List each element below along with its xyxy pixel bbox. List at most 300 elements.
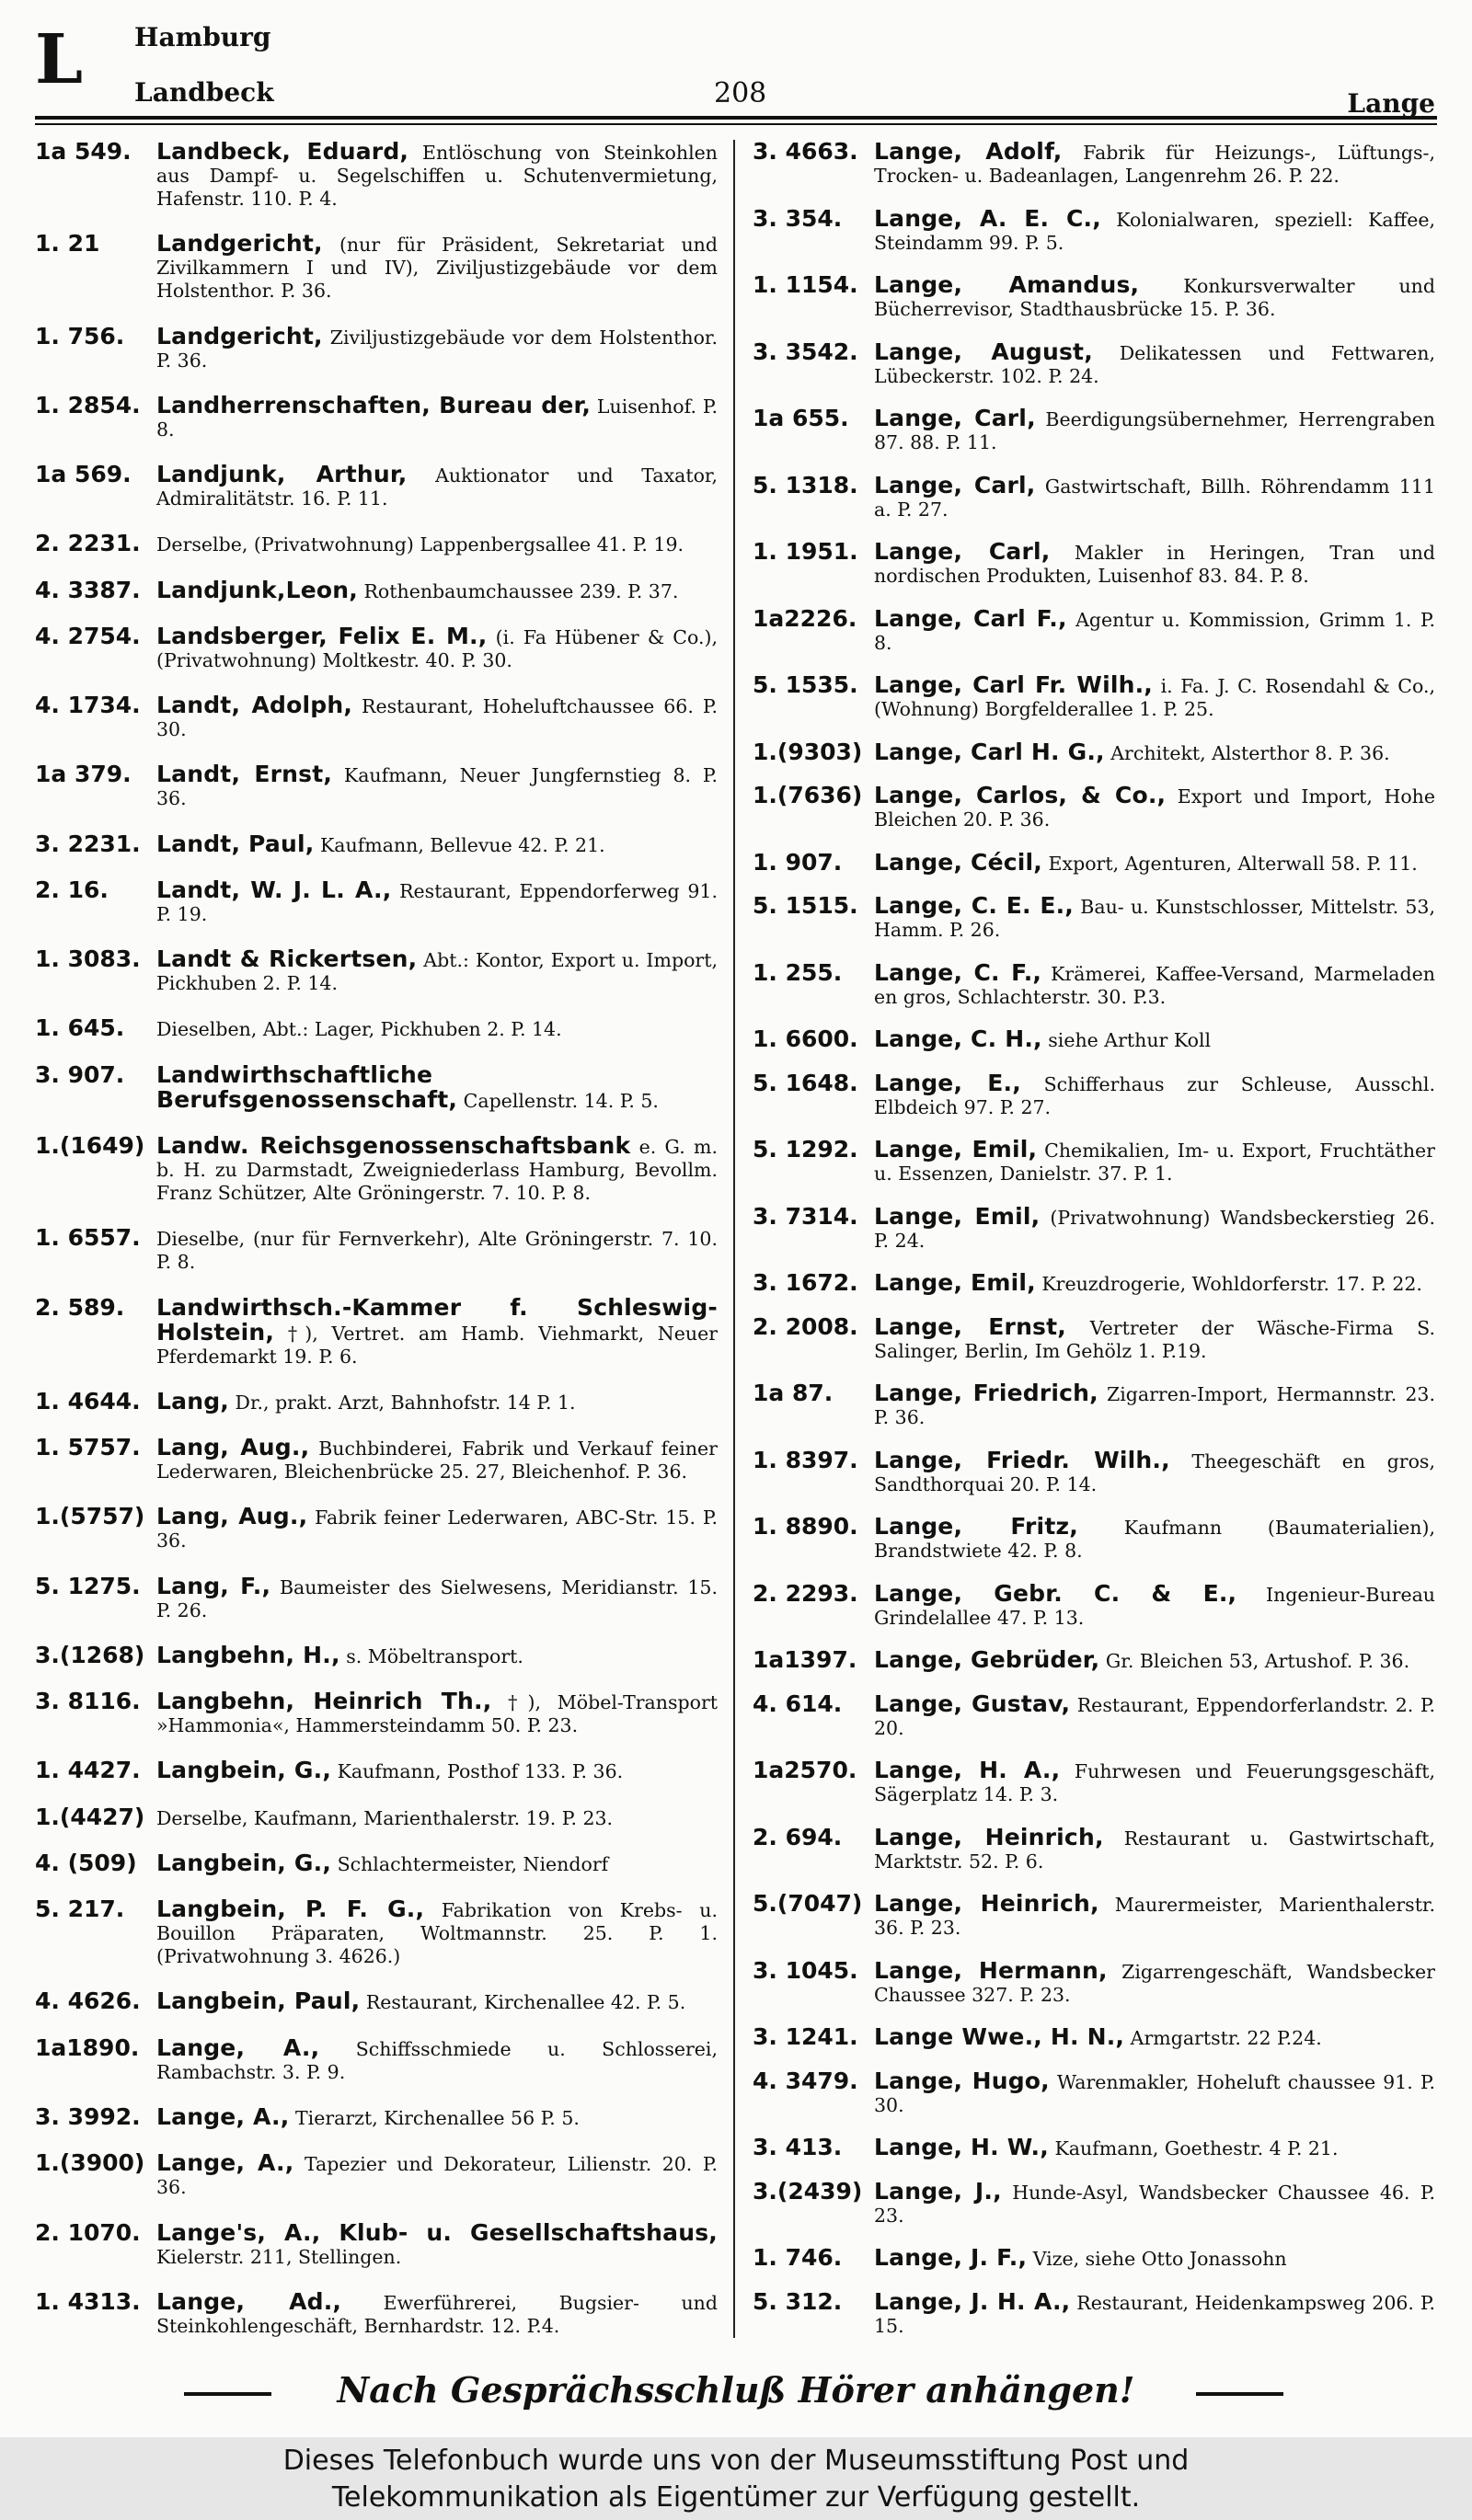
entry-body xyxy=(156,762,718,810)
entry-phone-number: 1. 8890. xyxy=(753,1513,858,1540)
entry-body xyxy=(156,1989,718,2014)
entry-phone-number: 2. 694. xyxy=(753,1823,843,1850)
entry-phone-number: 4. (509) xyxy=(35,1849,137,1876)
entry-body xyxy=(156,2102,718,2130)
entry-body xyxy=(156,1131,718,1205)
entry-phone-number: 1a 569. xyxy=(35,461,132,488)
entry-phone-number: 5. 217. xyxy=(35,1896,125,1923)
entry-body xyxy=(874,673,1435,721)
entry-body xyxy=(874,1579,1435,1630)
entry-details: Kaufmann, Neuer Jungfernstieg 8. P. 36. xyxy=(156,764,718,810)
entry-phone-number: 5. 1515. xyxy=(753,892,858,919)
entry-details: s. Möbeltransport. xyxy=(346,1644,523,1667)
archive-caption xyxy=(0,2437,1472,2520)
directory-entry xyxy=(753,1648,1435,1673)
directory-entry xyxy=(753,1692,1435,1740)
entry-body xyxy=(156,463,718,510)
directory-entry xyxy=(753,204,1435,255)
directory-entry xyxy=(35,1641,718,1668)
directory-entry xyxy=(753,471,1435,521)
directory-entry xyxy=(753,340,1435,388)
entry-body xyxy=(874,1446,1435,1496)
entry-details: (Privatwohnung) Wandsbeckerstieg 26. P. 24. xyxy=(874,1206,1435,1252)
entry-body xyxy=(874,471,1435,521)
entry-phone-number: 3. 1672. xyxy=(753,1269,858,1296)
entry-details: siehe Arthur Koll xyxy=(1048,1029,1212,1051)
directory-entry xyxy=(753,140,1435,188)
entry-name: Lange, Ad., xyxy=(156,2287,342,2315)
entry-body xyxy=(156,140,718,211)
entry-phone-number: 1. 8397. xyxy=(753,1446,858,1473)
directory-entry xyxy=(753,2136,1435,2160)
entry-name: Landt, Adolph, xyxy=(156,692,353,719)
directory-entry xyxy=(35,463,718,510)
entry-details: Theegeschäft en gros, Sandthorquai 20. P. 14. xyxy=(874,1449,1435,1495)
entry-details: e. G. m. b. H. zu Darmstadt, Zweigniederlass Hamburg, Bevollm. Franz Schützer, Alte Gröningerstr. 7. 10. P. 8. xyxy=(156,1135,718,1204)
directory-entry xyxy=(35,1897,718,1968)
directory-entry xyxy=(35,1989,718,2014)
directory-entry xyxy=(753,958,1435,1009)
entry-body xyxy=(874,1271,1435,1296)
directory-entry xyxy=(35,832,718,857)
entry-phone-number: 3. 2231. xyxy=(35,830,141,857)
entry-name: Lange, C. F., xyxy=(874,958,1042,986)
entry-details: Export und Import, Hohe Bleichen 20. P. 36. xyxy=(874,785,1435,830)
entry-phone-number: 1. 907. xyxy=(753,848,843,876)
entry-phone-number: 3. 1241. xyxy=(753,2023,858,2050)
entry-body xyxy=(874,140,1435,188)
entry-name: Landwirthschaftliche Berufsgenossenschaft, xyxy=(156,1060,458,1113)
entry-name: Lange, Carl, xyxy=(874,405,1036,431)
directory-entry xyxy=(753,273,1435,321)
entry-details: Restaurant u. Gastwirtschaft, Marktstr. 52. P. 6. xyxy=(874,1827,1435,1873)
entry-details: Schiffsschmiede u. Schlosserei, Rambachstr. 3. P. 9. xyxy=(156,2037,718,2083)
directory-entry xyxy=(35,1387,718,1415)
entry-details: Gr. Bleichen 53, Artushof. P. 36. xyxy=(1105,1650,1410,1672)
page-number: 208 xyxy=(714,77,767,109)
directory-entry xyxy=(753,740,1435,765)
entry-phone-number: 1a1890. xyxy=(35,2033,140,2061)
entry-details: Hunde-Asyl, Wandsbecker Chaussee 46. P. 23. xyxy=(874,2181,1435,2227)
entry-body xyxy=(874,407,1435,454)
entry-name: Lange, J. H. A., xyxy=(874,2287,1071,2315)
entry-phone-number: 1a2570. xyxy=(753,1757,857,1783)
entry-name: Lange, Hermann, xyxy=(874,1956,1108,1984)
entry-details: Schifferhaus zur Schleuse, Ausschl. Elbdeich 97. P. 27. xyxy=(874,1072,1435,1118)
entry-body xyxy=(156,947,718,995)
directory-entry xyxy=(35,2287,718,2338)
range-start-heading: Landbeck xyxy=(134,77,274,108)
entry-body xyxy=(156,1387,718,1415)
entry-phone-number: 3. 413. xyxy=(753,2134,843,2160)
entry-body xyxy=(874,1956,1435,2007)
directory-entry xyxy=(35,2033,718,2084)
entry-phone-number: 3. 907. xyxy=(35,1060,125,1088)
entry-name: Landw. Reichsgenossenschaftsbank xyxy=(156,1131,631,1159)
entry-details: Kreuzdrogerie, Wohldorferstr. 17. P. 22. xyxy=(1041,1273,1422,1295)
directory-entry xyxy=(753,2246,1435,2271)
entry-details: Gastwirtschaft, Billh. Röhrendamm 111 a. P. 27. xyxy=(874,475,1435,521)
entry-body xyxy=(156,878,718,926)
entry-phone-number: 2. 2293. xyxy=(753,1579,858,1607)
directory-entry xyxy=(35,1060,718,1113)
entry-details: Export, Agenturen, Alterwall 58. P. 11. xyxy=(1048,852,1418,875)
entry-name: Lange, A., xyxy=(156,2102,290,2130)
entry-phone-number: 5. 1648. xyxy=(753,1069,858,1096)
entry-name: Lang, F., xyxy=(156,1572,271,1599)
directory-entry xyxy=(753,2177,1435,2228)
entry-name: Landjunk, Arthur, xyxy=(156,461,408,488)
entry-name: Lange, Carl Fr. Wilh., xyxy=(874,671,1153,698)
entry-name: Lange, Friedr. Wilh., xyxy=(874,1446,1170,1473)
entry-body xyxy=(874,1312,1435,1363)
directory-entry xyxy=(35,232,718,303)
entry-name: Lange, Emil, xyxy=(874,1269,1036,1296)
entry-details: Restaurant, Hoheluftchaussee 66. P. 30. xyxy=(156,695,718,741)
entry-name: Lange, Gebr. C. & E., xyxy=(874,1579,1237,1607)
entry-name: Landsberger, Felix E. M., xyxy=(156,622,488,649)
entry-details: †), Möbel-Transport »Hammonia«, Hammersteindamm 50. P. 23. xyxy=(156,1691,718,1737)
entry-details: Vertreter der Wäsche-Firma S. Salinger, Berlin, Im Gehölz 1. P.19. xyxy=(874,1316,1435,1362)
entry-name: Lange, H. A., xyxy=(874,1757,1061,1783)
directory-entry xyxy=(35,578,718,603)
entry-body xyxy=(874,784,1435,831)
entry-phone-number: 1a2226. xyxy=(753,604,857,632)
entry-name: Lange, Heinrich, xyxy=(874,1823,1104,1850)
entry-body xyxy=(874,1202,1435,1253)
entry-phone-number: 1. 2854. xyxy=(35,391,141,418)
entry-details: Architekt, Alsterthor 8. P. 36. xyxy=(1110,741,1390,764)
entry-body xyxy=(156,1805,718,1830)
entry-phone-number: 1. 6557. xyxy=(35,1224,141,1252)
entry-phone-number: 1. 645. xyxy=(35,1014,125,1042)
entry-body xyxy=(156,578,718,603)
entry-details: Rothenbaumchaussee 239. P. 37. xyxy=(363,579,679,602)
entry-name: Lange, Fritz, xyxy=(874,1513,1078,1540)
entry-phone-number: 3. 1045. xyxy=(753,1956,858,1984)
entry-name: Landgericht, xyxy=(156,230,323,258)
entry-phone-number: 4. 3479. xyxy=(753,2067,858,2094)
directory-entry xyxy=(35,878,718,926)
entry-details: Fabrik feiner Lederwaren, ABC-Str. 15. P. 36. xyxy=(156,1506,718,1552)
entry-body xyxy=(874,2177,1435,2228)
directory-entry xyxy=(753,784,1435,831)
entry-details: (i. Fa Hübener & Co.), (Privatwohnung) Moltkestr. 40. P. 30. xyxy=(156,625,718,671)
entry-phone-number: 4. 3387. xyxy=(35,576,141,603)
entry-details: Kaufmann, Bellevue 42. P. 21. xyxy=(319,833,605,856)
directory-entry xyxy=(753,673,1435,721)
directory-entry xyxy=(35,1131,718,1205)
directory-entry xyxy=(753,1758,1435,1806)
directory-entry xyxy=(35,1572,718,1622)
entry-phone-number: 1. 5757. xyxy=(35,1434,141,1461)
entry-details: Restaurant, Eppendorferweg 91. P. 19. xyxy=(156,879,718,925)
entry-body xyxy=(156,1690,718,1737)
entry-phone-number: 3. 4663. xyxy=(753,140,858,165)
entry-name: Lange, Amandus, xyxy=(874,271,1140,298)
entry-phone-number: 5. 1318. xyxy=(753,471,858,498)
entry-body xyxy=(156,2151,718,2199)
entry-body xyxy=(874,1648,1435,1673)
directory-entry xyxy=(753,2025,1435,2050)
entry-name: Lange, C. E. E., xyxy=(874,892,1074,919)
entry-name: Lange, E., xyxy=(874,1069,1021,1096)
entry-name: Lange, Cécil, xyxy=(874,848,1043,876)
entry-phone-number: 1. 6600. xyxy=(753,1025,858,1052)
directory-entry xyxy=(753,1381,1435,1429)
entry-name: Lange, Carl, xyxy=(874,538,1051,565)
entry-body xyxy=(874,540,1435,588)
entry-phone-number: 4. 614. xyxy=(753,1690,843,1717)
entry-name: Lange, Gebrüder, xyxy=(874,1646,1100,1673)
directory-entry xyxy=(35,762,718,810)
range-end-heading: Lange xyxy=(1347,88,1435,119)
entry-phone-number: 1. 746. xyxy=(753,2244,843,2271)
entry-name: Landherrenschaften, Bureau der, xyxy=(156,391,592,418)
entry-phone-number: 1.(9303) xyxy=(753,738,863,765)
entry-name: Langbehn, H., xyxy=(156,1641,340,1668)
entry-body xyxy=(156,232,718,303)
city-heading: Hamburg xyxy=(134,22,271,52)
entry-phone-number: 2. 16. xyxy=(35,876,109,903)
entry-details: Delikatessen und Fettwaren, Lübeckerstr. 102. P. 24. xyxy=(874,341,1435,387)
entry-details: Ziviljustizgebäude vor dem Holstenthor. P. 36. xyxy=(156,326,718,372)
footer-rule-left xyxy=(184,2392,271,2396)
entry-body xyxy=(874,1692,1435,1740)
entry-name: Lange, Friedrich, xyxy=(874,1380,1098,1406)
entry-body xyxy=(874,740,1435,765)
entry-body xyxy=(874,2287,1435,2338)
entry-name: Landt, Ernst, xyxy=(156,761,333,788)
entry-details: Kolonialwaren, speziell: Kaffee, Steindamm 99. P. 5. xyxy=(874,208,1435,254)
directory-entry xyxy=(753,1027,1435,1052)
entry-details: Zigarren-Import, Hermannstr. 23. P. 36. xyxy=(874,1383,1435,1428)
entry-details: Tierarzt, Kirchenallee 56 P. 5. xyxy=(295,2106,580,2129)
directory-entry xyxy=(35,322,718,372)
directory-entry xyxy=(753,540,1435,588)
entry-body xyxy=(874,1892,1435,1940)
entry-name: Lange, Carlos, & Co., xyxy=(874,782,1167,808)
directory-entry xyxy=(753,1515,1435,1563)
entry-body xyxy=(156,2218,718,2269)
entry-name: Lange's, A., Klub- u. Gesellschaftshaus, xyxy=(156,2218,718,2246)
entry-phone-number: 1. 4644. xyxy=(35,1387,141,1415)
entry-phone-number: 1.(5757) xyxy=(35,1503,145,1530)
right-column xyxy=(753,140,1435,2338)
entry-phone-number: 1.(1649) xyxy=(35,1131,145,1159)
directory-entry xyxy=(35,947,718,995)
entry-phone-number: 1.(4427) xyxy=(35,1803,145,1830)
entry-body xyxy=(156,391,718,441)
entry-name: Langbein, P. F. G., xyxy=(156,1896,425,1923)
entry-details: Dr., prakt. Arzt, Bahnhofstr. 14 P. 1. xyxy=(235,1391,576,1414)
section-letter: L xyxy=(35,20,84,99)
entry-body xyxy=(874,1138,1435,1186)
entry-body xyxy=(156,1641,718,1668)
entry-details: Kaufmann, Goethestr. 4 P. 21. xyxy=(1054,2137,1339,2159)
entry-phone-number: 1. 3083. xyxy=(35,945,141,973)
directory-entry xyxy=(753,1579,1435,1630)
entry-phone-number: 3.(1268) xyxy=(35,1641,145,1668)
entry-details: Beerdigungsübernehmer, Herrengraben 87. 88. P. 11. xyxy=(874,408,1435,453)
entry-name: Lange, J., xyxy=(874,2177,1002,2205)
directory-entry xyxy=(35,140,718,211)
footer-rule-right xyxy=(1196,2392,1283,2396)
entry-body xyxy=(874,2025,1435,2050)
entry-body xyxy=(156,1060,718,1113)
directory-entry xyxy=(35,1226,718,1274)
directory-entry xyxy=(753,604,1435,655)
entry-body xyxy=(156,2287,718,2338)
directory-entry xyxy=(35,1016,718,1041)
entry-details: Zigarrengeschäft, Wandsbecker Chaussee 327. P. 23. xyxy=(874,1960,1435,2006)
header-rule-thin xyxy=(35,123,1437,125)
entry-details: Restaurant, Heidenkampsweg 206. P. 15. xyxy=(874,2291,1435,2337)
entry-phone-number: 1a 549. xyxy=(35,140,132,165)
entry-body xyxy=(874,204,1435,255)
entry-body xyxy=(874,1027,1435,1052)
entry-name: Lange, Gustav, xyxy=(874,1690,1071,1717)
directory-entry xyxy=(753,1956,1435,2007)
entry-details: Maurermeister, Marienthalerstr. 36. P. 23. xyxy=(874,1894,1435,1939)
entry-name: Lange, Ernst, xyxy=(874,1312,1066,1340)
entry-details: Bau- u. Kunstschlosser, Mittelstr. 53, Hamm. P. 26. xyxy=(874,896,1435,941)
entry-details: Armgartstr. 22 P.24. xyxy=(1130,2027,1322,2049)
directory-entry xyxy=(35,624,718,672)
entry-body xyxy=(874,273,1435,321)
entry-name: Lange, Emil, xyxy=(874,1202,1041,1230)
entry-phone-number: 5.(7047) xyxy=(753,1890,863,1917)
entry-body xyxy=(156,832,718,857)
entry-name: Lange, Heinrich, xyxy=(874,1890,1099,1917)
entry-details: Kaufmann (Baumaterialien), Brandstwiete 42. P. 8. xyxy=(874,1517,1435,1562)
entry-body xyxy=(874,1071,1435,1119)
entry-details: Kielerstr. 211, Stellingen. xyxy=(156,2245,402,2268)
entry-body xyxy=(156,624,718,672)
entry-details: Chemikalien, Im- u. Export, Fruchtäther u. Essenzen, Danielstr. 37. P. 1. xyxy=(874,1140,1435,1185)
directory-entry xyxy=(753,1446,1435,1496)
entry-name: Lange Wwe., H. N., xyxy=(874,2023,1125,2050)
entry-body xyxy=(156,1293,718,1369)
entry-details: Krämerei, Kaffee-Versand, Marmeladen en gros, Schlachterstr. 30. P.3. xyxy=(874,962,1435,1008)
entry-details: Ingenieur-Bureau Grindelallee 47. P. 13. xyxy=(874,1583,1435,1629)
entry-details: i. Fa. J. C. Rosendahl & Co., (Wohnung) Borgfelderallee 1. P. 25. xyxy=(874,675,1435,720)
directory-entry xyxy=(35,532,718,556)
entry-phone-number: 1. 4313. xyxy=(35,2287,141,2315)
entry-name: Lang, xyxy=(156,1387,229,1415)
entry-phone-number: 1. 255. xyxy=(753,958,843,986)
entry-name: Landjunk,Leon, xyxy=(156,576,358,603)
entry-details: Kaufmann, Posthof 133. P. 36. xyxy=(337,1760,624,1783)
entry-body xyxy=(874,1515,1435,1563)
entry-body xyxy=(874,848,1435,876)
entry-details: Konkursverwalter und Bücherrevisor, Stadthausbrücke 15. P. 36. xyxy=(874,275,1435,320)
entry-phone-number: 4. 2754. xyxy=(35,622,141,649)
entry-details: Schlachtermeister, Niendorf xyxy=(337,1852,609,1875)
entry-phone-number: 1.(7636) xyxy=(753,782,863,808)
entry-name: Landwirthsch.-Kammer f. Schleswig-Holstein, xyxy=(156,1293,718,1346)
entry-name: Landt, W. J. L. A., xyxy=(156,876,392,903)
entry-body xyxy=(156,532,718,556)
entry-details: (nur für Präsident, Sekretariat und Zivilkammern I und IV), Ziviljustizgebäude vor dem Holstenthor. P. 36. xyxy=(156,234,718,303)
entry-phone-number: 5. 1292. xyxy=(753,1136,858,1163)
entry-phone-number: 2. 1070. xyxy=(35,2218,141,2246)
entry-name: Lange, J. F., xyxy=(874,2244,1028,2271)
entry-details: Capellenstr. 14. P. 5. xyxy=(463,1089,659,1112)
entry-phone-number: 3. 3542. xyxy=(753,338,858,365)
entry-details: Dieselben, Abt.: Lager, Pickhuben 2. P. 14. xyxy=(156,1018,562,1041)
directory-entry xyxy=(35,693,718,741)
entry-details: Fabrikation von Krebs- u. Bouillon Präparaten, Woltmannstr. 25. P. 1. (Privatwohnung 3. 4626.) xyxy=(156,1899,718,1968)
entry-details: Baumeister des Sielwesens, Meridianstr. 15. P. 26. xyxy=(156,1575,718,1621)
caption-line-1: Dieses Telefonbuch wurde uns von der Museumsstiftung Post und xyxy=(282,2445,1190,2477)
entry-details: Makler in Heringen, Tran und nordischen Produkten, Luisenhof 83. 84. P. 8. xyxy=(874,542,1435,587)
entry-phone-number: 5. 1535. xyxy=(753,671,858,698)
directory-entry xyxy=(35,2151,718,2199)
entry-details: Buchbinderei, Fabrik und Verkauf feiner Lederwaren, Bleichenbrücke 25. 27, Bleichenhof. P. 36. xyxy=(156,1438,718,1483)
entry-body xyxy=(156,1016,718,1041)
directory-entry xyxy=(35,1436,718,1483)
entry-body xyxy=(874,604,1435,655)
directory-entry xyxy=(753,1892,1435,1940)
entry-phone-number: 1.(3900) xyxy=(35,2149,145,2177)
entry-details: Tapezier und Dekorateur, Lilienstr. 20. P. 36. xyxy=(156,2153,718,2199)
entry-phone-number: 1a 379. xyxy=(35,761,132,788)
entry-phone-number: 5. 1275. xyxy=(35,1572,141,1599)
footer-slogan: Nach Gesprächsschluß Hörer anhängen! xyxy=(337,2369,1135,2411)
entry-phone-number: 3.(2439) xyxy=(753,2177,863,2205)
entry-body xyxy=(156,1436,718,1483)
entry-body xyxy=(156,1505,718,1552)
entry-name: Lange, Carl F., xyxy=(874,604,1067,632)
entry-phone-number: 1. 21 xyxy=(35,230,100,258)
entry-body xyxy=(874,340,1435,388)
directory-entry xyxy=(35,1293,718,1369)
directory-entry xyxy=(753,407,1435,454)
entry-name: Lange, C. H., xyxy=(874,1025,1042,1052)
directory-entry xyxy=(35,2102,718,2130)
entry-details: Ewerführerei, Bugsier- und Steinkohlengeschäft, Bernhardstr. 12. P.4. xyxy=(156,2291,718,2337)
entry-name: Landbeck, Eduard, xyxy=(156,140,409,165)
entry-body xyxy=(874,894,1435,942)
entry-details: Restaurant, Kirchenallee 42. P. 5. xyxy=(365,1991,686,2014)
entry-details: Luisenhof. P. 8. xyxy=(156,395,718,441)
entry-body xyxy=(874,1381,1435,1429)
entry-name: Lange, Carl, xyxy=(874,471,1036,498)
entry-name: Lange, H. W., xyxy=(874,2134,1049,2160)
entry-phone-number: 4. 4626. xyxy=(35,1987,141,2015)
directory-entry xyxy=(35,1758,718,1783)
entry-phone-number: 5. 312. xyxy=(753,2287,843,2315)
directory-entry xyxy=(753,1823,1435,1873)
entry-details: Vize, siehe Otto Jonassohn xyxy=(1032,2248,1287,2270)
directory-entry xyxy=(35,2218,718,2269)
directory-entry xyxy=(753,894,1435,942)
directory-entry xyxy=(35,1690,718,1737)
entry-body xyxy=(874,2136,1435,2160)
left-column xyxy=(35,140,718,2338)
entry-body xyxy=(156,1572,718,1622)
directory-entry xyxy=(753,848,1435,876)
entry-details: Agentur u. Kommission, Grimm 1. P. 8. xyxy=(874,608,1435,654)
entry-name: Lange, Carl H. G., xyxy=(874,738,1105,765)
directory-entry xyxy=(35,1851,718,1876)
directory-entry xyxy=(753,1312,1435,1363)
entry-name: Lange, A., xyxy=(156,2033,320,2061)
entry-body xyxy=(874,958,1435,1009)
entry-name: Lange, August, xyxy=(874,338,1093,365)
entry-phone-number: 3. 3992. xyxy=(35,2102,141,2130)
